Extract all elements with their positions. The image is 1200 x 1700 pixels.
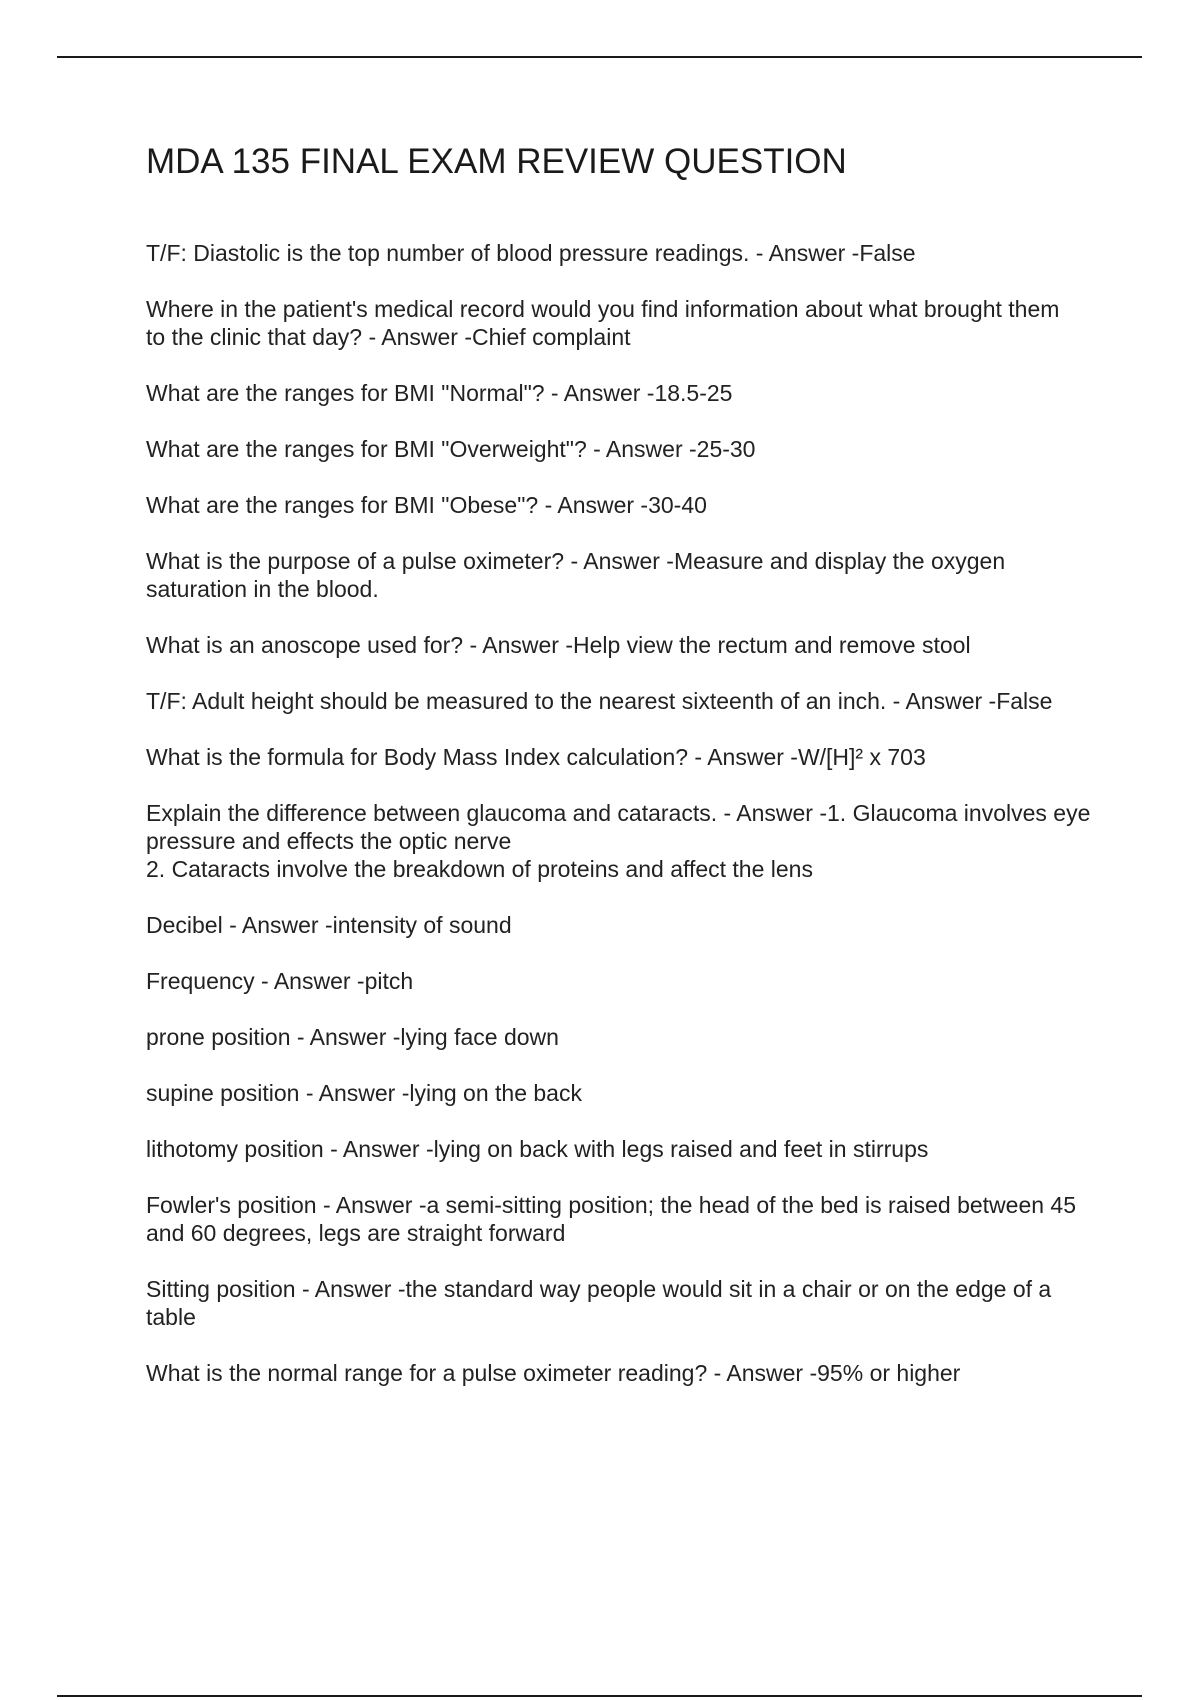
document-body xyxy=(146,140,1106,1415)
qa-item: Explain the difference between glaucoma and cataracts. - Answer -1. Glaucoma involves eye pressure and effects the optic nerve 2. Cataracts involve the breakdown of proteins and affect the lens xyxy=(146,800,1091,882)
qa-item: What is the purpose of a pulse oximeter? - Answer -Measure and display the oxygen saturation in the blood. xyxy=(146,548,1006,602)
qa-item: prone position - Answer -lying face down xyxy=(146,1024,559,1050)
qa-item: Frequency - Answer -pitch xyxy=(146,968,414,994)
qa-item: What is an anoscope used for? - Answer -Help view the rectum and remove stool xyxy=(146,632,971,658)
qa-item: Decibel - Answer -intensity of sound xyxy=(146,912,512,938)
qa-item: What are the ranges for BMI "Normal"? - Answer -18.5-25 xyxy=(146,380,733,406)
qa-item: Sitting position - Answer -the standard way people would sit in a chair or on the edge of a table xyxy=(146,1276,1052,1330)
document-title: MDA 135 FINAL EXAM REVIEW QUESTION xyxy=(146,142,847,181)
top-rule xyxy=(57,56,1142,58)
qa-item: Where in the patient's medical record would you find information about what brought them to the clinic that day? - Answer -Chief complaint xyxy=(146,296,1060,350)
qa-item: supine position - Answer -lying on the back xyxy=(146,1080,582,1106)
qa-item: What is the formula for Body Mass Index calculation? - Answer -W/[H]² x 703 xyxy=(146,744,926,770)
bottom-rule xyxy=(57,1695,1142,1697)
qa-item: lithotomy position - Answer -lying on back with legs raised and feet in stirrups xyxy=(146,1136,929,1162)
qa-list xyxy=(146,239,1106,1387)
qa-item: T/F: Diastolic is the top number of blood pressure readings. - Answer -False xyxy=(146,240,916,266)
qa-item: What are the ranges for BMI "Overweight"? - Answer -25-30 xyxy=(146,436,756,462)
qa-item: What are the ranges for BMI "Obese"? - Answer -30-40 xyxy=(146,492,707,518)
qa-item: T/F: Adult height should be measured to the nearest sixteenth of an inch. - Answer -False xyxy=(146,688,1053,714)
qa-item: What is the normal range for a pulse oximeter reading? - Answer -95% or higher xyxy=(146,1360,961,1386)
qa-item: Fowler's position - Answer -a semi-sitting position; the head of the bed is raised between 45 and 60 degrees, legs are straight forward xyxy=(146,1192,1076,1246)
